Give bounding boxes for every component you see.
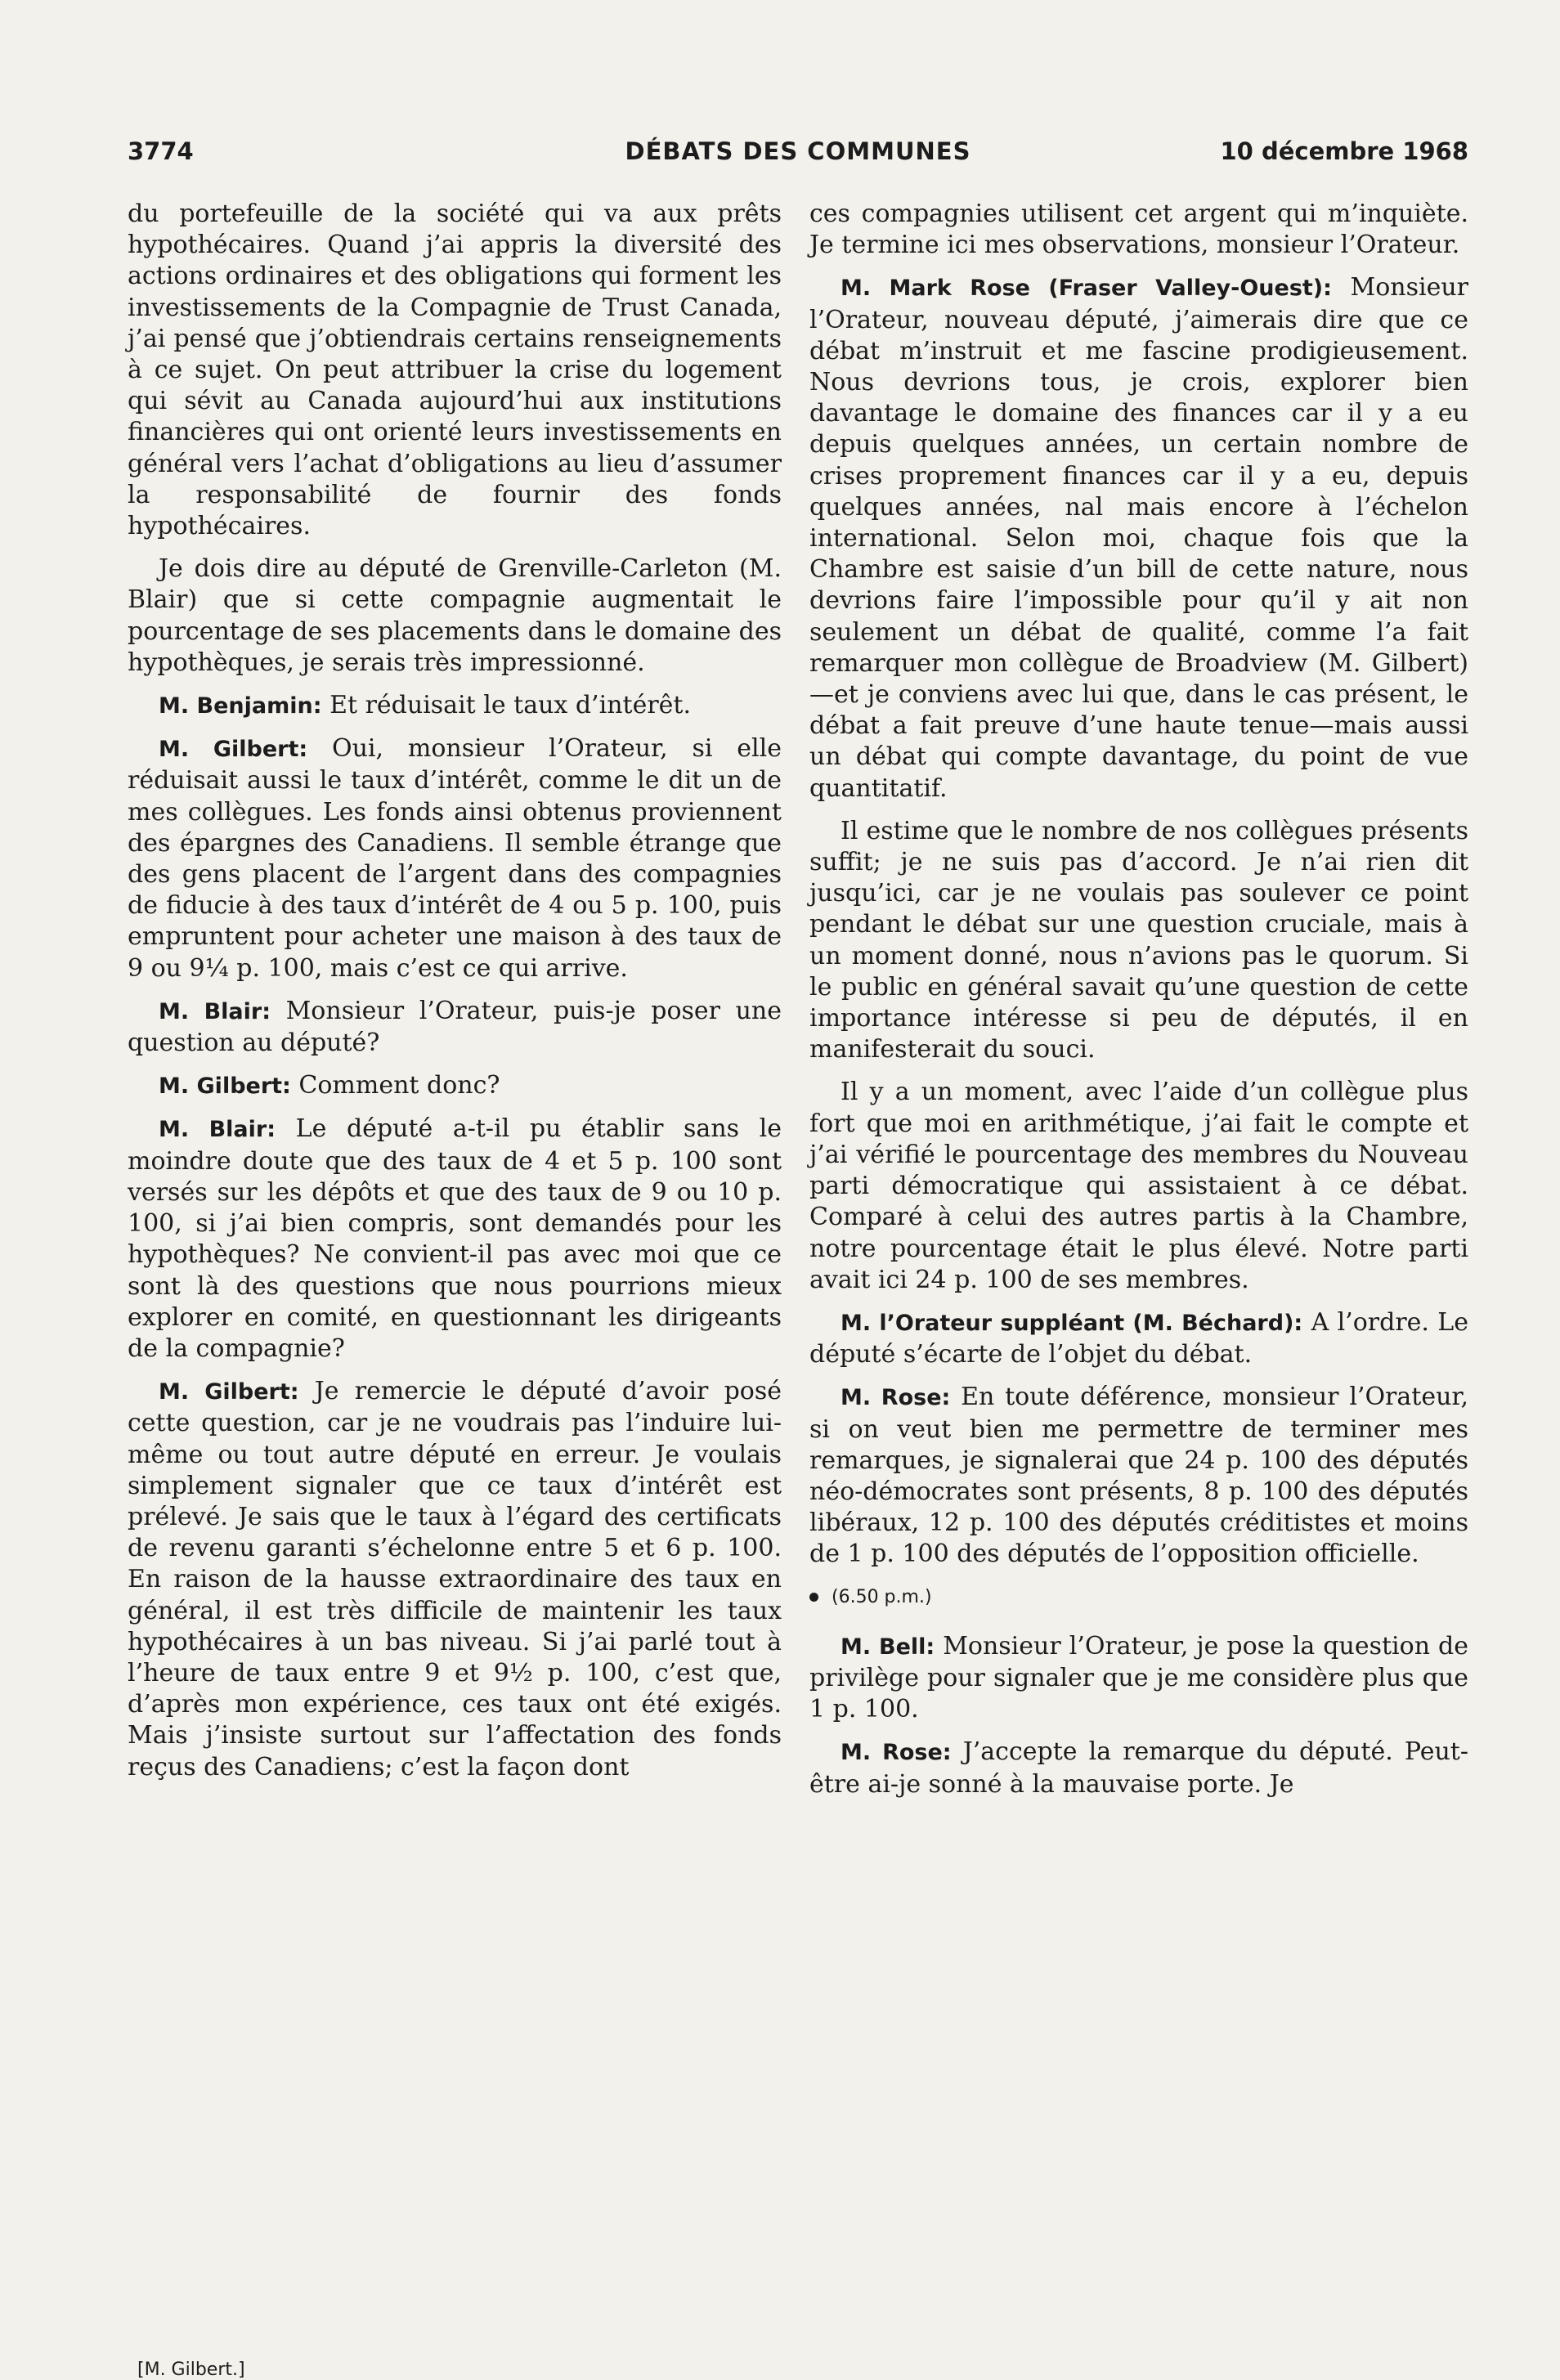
paragraph-text: ces compagnies utilisent cet argent qui m’inquiète. Je termine ici mes observations, monsieur l’Orateur.	[809, 199, 1468, 260]
paragraph	[809, 1737, 1468, 1800]
paragraph	[809, 272, 1468, 804]
page-header	[128, 137, 1468, 175]
paragraph	[809, 199, 1468, 261]
paragraph-text: En toute déférence, monsieur l’Orateur, si on veut bien me permettre de terminer mes remarques, je signalerai que 24 p. 100 des députés néo-démocrates sont présents, 8 p. 100 des députés libéraux, 12 p. 100 des députés créditistes et moins de 1 p. 100 des députés de l’opposition officielle.	[809, 1383, 1468, 1569]
left-column	[128, 199, 782, 1795]
paragraph	[128, 1070, 782, 1102]
paragraph-text: Oui, monsieur l’Orateur, si elle réduisait aussi le taux d’intérêt, comme le dit un de mes collègues. Les fonds ainsi obtenus proviennent des épargnes des Canadiens. Il semble étrange que des gens placent de l’argent dans des compagnies de fiducie à des taux d’intérêt de 4 ou 5 p. 100, puis empruntent pour acheter une maison à des taux de 9 ou 9¼ p. 100, mais c’est ce qui arrive.	[128, 734, 782, 983]
paragraph	[128, 690, 782, 722]
speaker-name: M. Rose:	[841, 1740, 952, 1766]
paragraph-text: Il estime que le nombre de nos collègues présents suffit; je ne suis pas d’accord. Je n’ai rien dit jusqu’ici, car je ne voulais pas soulever ce point pendant le débat sur une question cruciale, mais à un moment donné, nous n’avions pas le quorum. Si le public en général savait qu’une question de cette importance intéresse si peu de députés, il en manifesterait du souci.	[809, 816, 1468, 1065]
speaker-name: M. Bell:	[841, 1634, 935, 1660]
paragraph-text: Monsieur l’Orateur, je pose la question de privilège pour signaler que je me considère plus que 1 p. 100.	[809, 1631, 1468, 1724]
paragraph-text: Il y a un moment, avec l’aide d’un collègue plus fort que moi en arithmétique, j’ai fait le compte et j’ai vérifié le pourcentage des membres du Nouveau parti démocratique qui assistaient à ce débat. Comparé à celui des autres partis à la Chambre, notre pourcentage était le plus élevé. Notre parti avait ici 24 p. 100 de ses membres.	[809, 1078, 1468, 1294]
speaker-name: M. Benjamin:	[159, 693, 322, 719]
paragraph	[809, 1077, 1468, 1295]
running-title: DÉBATS DES COMMUNES	[625, 137, 971, 165]
paragraph	[809, 1631, 1468, 1726]
right-column	[809, 199, 1468, 1812]
paragraph-text: A l’ordre. Le député s’écarte de l’objet du débat.	[809, 1307, 1468, 1369]
footer-speaker-note: [M. Gilbert.]	[137, 2360, 245, 2380]
page-date: 10 décembre 1968	[1220, 137, 1468, 165]
paragraph-text: Le député a-t-il pu établir sans le moindre doute que des taux de 4 et 5 p. 100 sont versés sur les dépôts et que des taux de 9 ou 10 p. 100, si j’ai bien compris, sont demandés pour les hypothèques? Ne convient-il pas avec moi que ce sont là des questions que nous pourrions mieux explorer en comité, en questionnant les dirigeants de la compagnie?	[128, 1114, 782, 1363]
paragraph-text: du portefeuille de la société qui va aux prêts hypothécaires. Quand j’ai appris la diversité des actions ordinaires et des obligations qui forment les investissements de la Compagnie de Trust Canada, j’ai pensé que j’obtiendrais certains renseignements à ce sujet. On peut attribuer la crise du logement qui sévit au Canada aujourd’hui aux institutions financières qui ont orienté leurs investissements en général vers l’achat d’obligations au lieu d’assumer la responsabilité de fournir des fonds hypothécaires.	[128, 199, 782, 541]
paragraph-text: Je dois dire au député de Grenville-Carleton (M. Blair) que si cette compagnie augmentait le pourcentage de ses placements dans le domaine des hypothèques, je serais très impressionné.	[128, 554, 782, 677]
paragraph	[128, 733, 782, 984]
paragraph	[128, 199, 782, 542]
paragraph	[128, 1114, 782, 1365]
speaker-name: M. l’Orateur suppléant (M. Béchard):	[841, 1310, 1303, 1336]
time-stamp-text: (6.50 p.m.)	[832, 1586, 932, 1607]
speaker-name: M. Blair:	[159, 1117, 276, 1143]
paragraph-text: Monsieur l’Orateur, puis-je poser une question au député?	[128, 996, 782, 1058]
speaker-name: M. Gilbert:	[159, 1379, 299, 1405]
speaker-name: M. Mark Rose (Fraser Valley-Ouest):	[841, 276, 1332, 302]
paragraph-text: Et réduisait le taux d’intérêt.	[329, 691, 692, 720]
paragraph-text: Comment donc?	[298, 1071, 500, 1100]
speaker-name: M. Blair:	[159, 998, 271, 1024]
paragraph	[128, 554, 782, 679]
speaker-name: M. Gilbert:	[159, 737, 308, 763]
speaker-name: M. Gilbert:	[159, 1073, 291, 1100]
paragraph	[809, 816, 1468, 1066]
speaker-name: M. Rose:	[841, 1385, 951, 1411]
paragraph-text: Monsieur l’Orateur, nouveau député, j’aimerais dire que ce débat m’instruit et me fascine prodigieusement. Nous devrions tous, je crois, explorer bien davantage le domaine des finances car il y a eu depuis quelques années, un certain nombre de crises proprement finances car il y a eu, depuis quelques années, nal mais encore à l’échelon international. Selon moi, chaque fois que la Chambre est saisie d’un bill de cette nature, nous devrions faire l’impossible pour qu’il y ait non seulement un débat de qualité, comme l’a fait remarquer mon collègue de Broadview (M. Gilbert)—et je conviens avec lui que, dans le cas présent, le débat a fait preuve d’une haute tenue—mais aussi un débat qui compte davantage, du point de vue quantitatif.	[809, 273, 1468, 803]
paragraph	[128, 1376, 782, 1783]
paragraph-text: Je remercie le député d’avoir posé cette question, car je ne voudrais pas l’induire lui-même ou tout autre député en erreur. Je voulais simplement signaler que ce taux d’intérêt est prélevé. Je sais que le taux à l’égard des certificats de revenu garanti s’échelonne entre 5 et 6 p. 100. En raison de la hausse extraordinaire des taux en général, il est très difficile de maintenir les taux hypothécaires à un bas niveau. Si j’ai parlé tout à l’heure de taux entre 9 et 9½ p. 100, c’est que, d’après mon expérience, ces taux ont été exigés. Mais j’insiste surtout sur l’affectation des fonds reçus des Canadiens; c’est la façon dont	[128, 1377, 782, 1782]
time-stamp	[809, 1582, 1468, 1613]
bullet-icon	[809, 1593, 818, 1602]
paragraph	[809, 1307, 1468, 1370]
paragraph-text: J’accepte la remarque du député. Peut-être ai-je sonné à la mauvaise porte. Je	[809, 1737, 1468, 1799]
paragraph	[128, 996, 782, 1059]
page-number: 3774	[128, 137, 194, 165]
paragraph	[809, 1382, 1468, 1570]
